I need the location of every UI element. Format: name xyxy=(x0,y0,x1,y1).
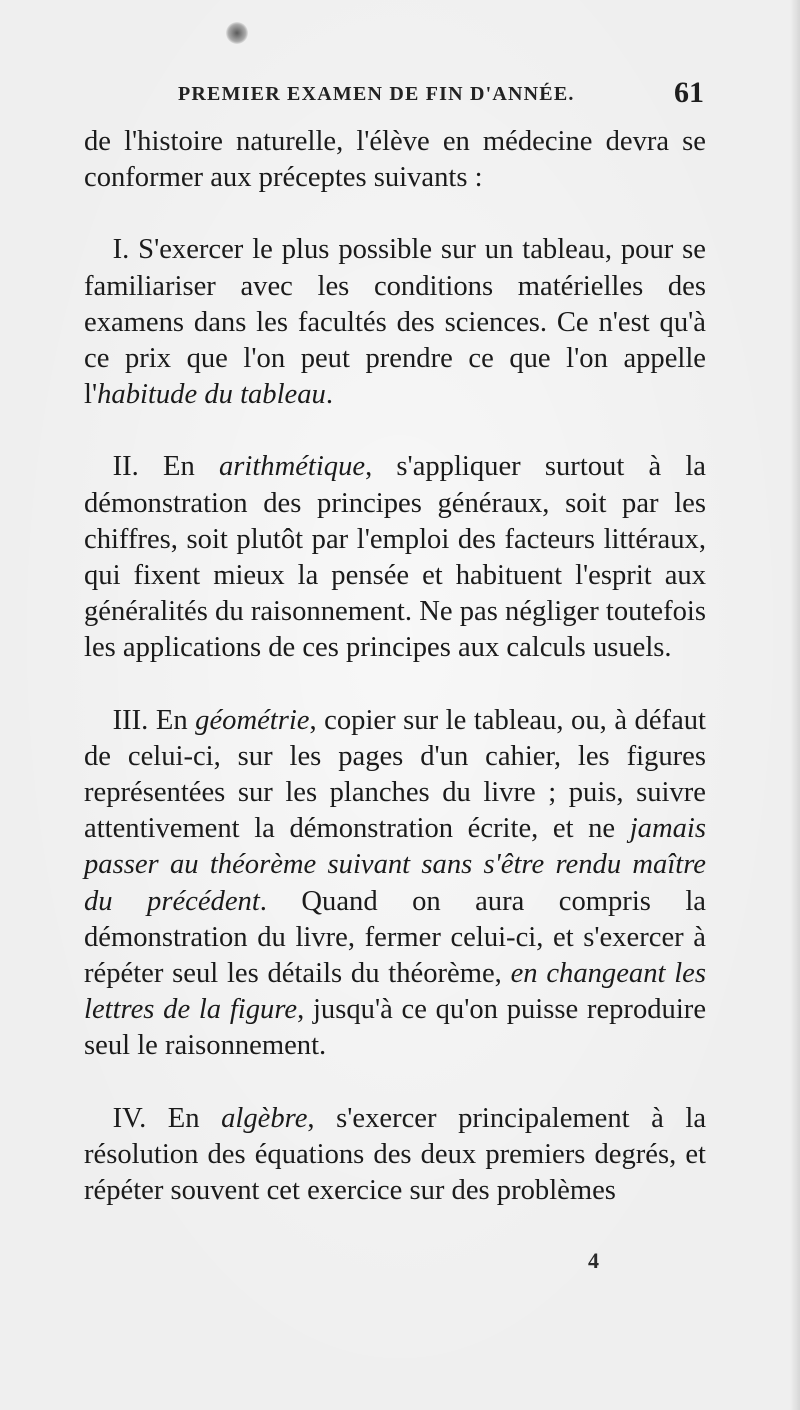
section-2-paragraph xyxy=(84,449,706,666)
section-4-emphasis: algèbre xyxy=(221,1102,308,1134)
section-4-text-end: , s'exercer principalement à la résolution des équations des deux premiers degrés, et répéter souvent cet exercice sur des problèmes xyxy=(84,1102,707,1207)
section-1-emphasis-prefix: l' xyxy=(84,379,98,411)
section-2-numeral: II. xyxy=(112,451,139,483)
section-3-numeral: III. xyxy=(112,704,149,736)
running-title: PREMIER EXAMEN DE FIN D'ANNÉE. xyxy=(178,83,575,105)
section-3-emphasis-2: jamais passer au théorème suivant sans s'être rendu maître du précédent xyxy=(84,813,706,917)
section-3-emphasis-3: en changeant les lettres de la figure xyxy=(84,958,706,1026)
ink-blot-mark xyxy=(226,22,248,44)
section-1-text-end: . xyxy=(325,379,333,411)
section-3-paragraph xyxy=(84,703,706,1065)
signature-mark: 4 xyxy=(588,1248,599,1273)
paragraph-gap xyxy=(84,413,706,449)
intro-text: de l'histoire naturelle, l'élève en médecine devra se conformer aux préceptes suivants : xyxy=(84,126,706,194)
section-2-text-end: , s'appliquer surtout à la démonstration des principes généraux, soit par les chiffres, soit plutôt par l'emploi des facteurs littéraux, qui fixent mieux la pensée et habituent l'esprit aux généralités du raisonnement. Ne pas négliger toutefois les applications de ces principes aux calculs usuels. xyxy=(84,451,707,664)
section-4-text: En xyxy=(146,1102,222,1134)
page-number: 61 xyxy=(674,76,704,109)
paragraph-gap xyxy=(84,1065,706,1101)
section-1-emphasis: habitude du tableau xyxy=(97,379,326,411)
section-1-numeral: I. xyxy=(112,234,130,266)
section-4-numeral: IV. xyxy=(112,1102,147,1134)
section-3-text-middle: , copier sur le tableau, ou, à défaut de celui-ci, sur les pages d'un cahier, les figures représentées sur les planches du livre ; puis, suivre attentivement la démonstration écrite, et ne xyxy=(84,704,707,845)
section-3-text-middle-2: . Quand on aura compris la démonstration du livre, fermer celui-ci, et s'exercer à répéter seul les détails du théorème, xyxy=(84,885,706,990)
page-edge-shadow xyxy=(790,0,800,1410)
running-head xyxy=(84,72,706,112)
paragraph-gap xyxy=(84,196,706,232)
intro-paragraph xyxy=(84,124,706,196)
paragraph-gap xyxy=(84,667,706,703)
section-4-paragraph xyxy=(84,1101,706,1210)
section-3-text-end: , jusqu'à ce qu'on puisse reproduire seul le raisonnement. xyxy=(84,994,707,1062)
section-3-text: En xyxy=(148,704,196,736)
section-2-emphasis: arithmétique xyxy=(218,451,366,483)
section-2-text: En xyxy=(138,451,219,483)
section-3-emphasis: géométrie xyxy=(195,704,310,736)
section-1-text: S'exercer le plus possible sur un tableau, pour se familiariser avec les conditions matérielles des examens dans les facultés des sciences. Ce n'est qu'à ce prix que l'on peut prendre ce que l'on appelle xyxy=(84,234,706,375)
section-1-paragraph xyxy=(84,232,706,413)
body-text xyxy=(84,124,706,1209)
